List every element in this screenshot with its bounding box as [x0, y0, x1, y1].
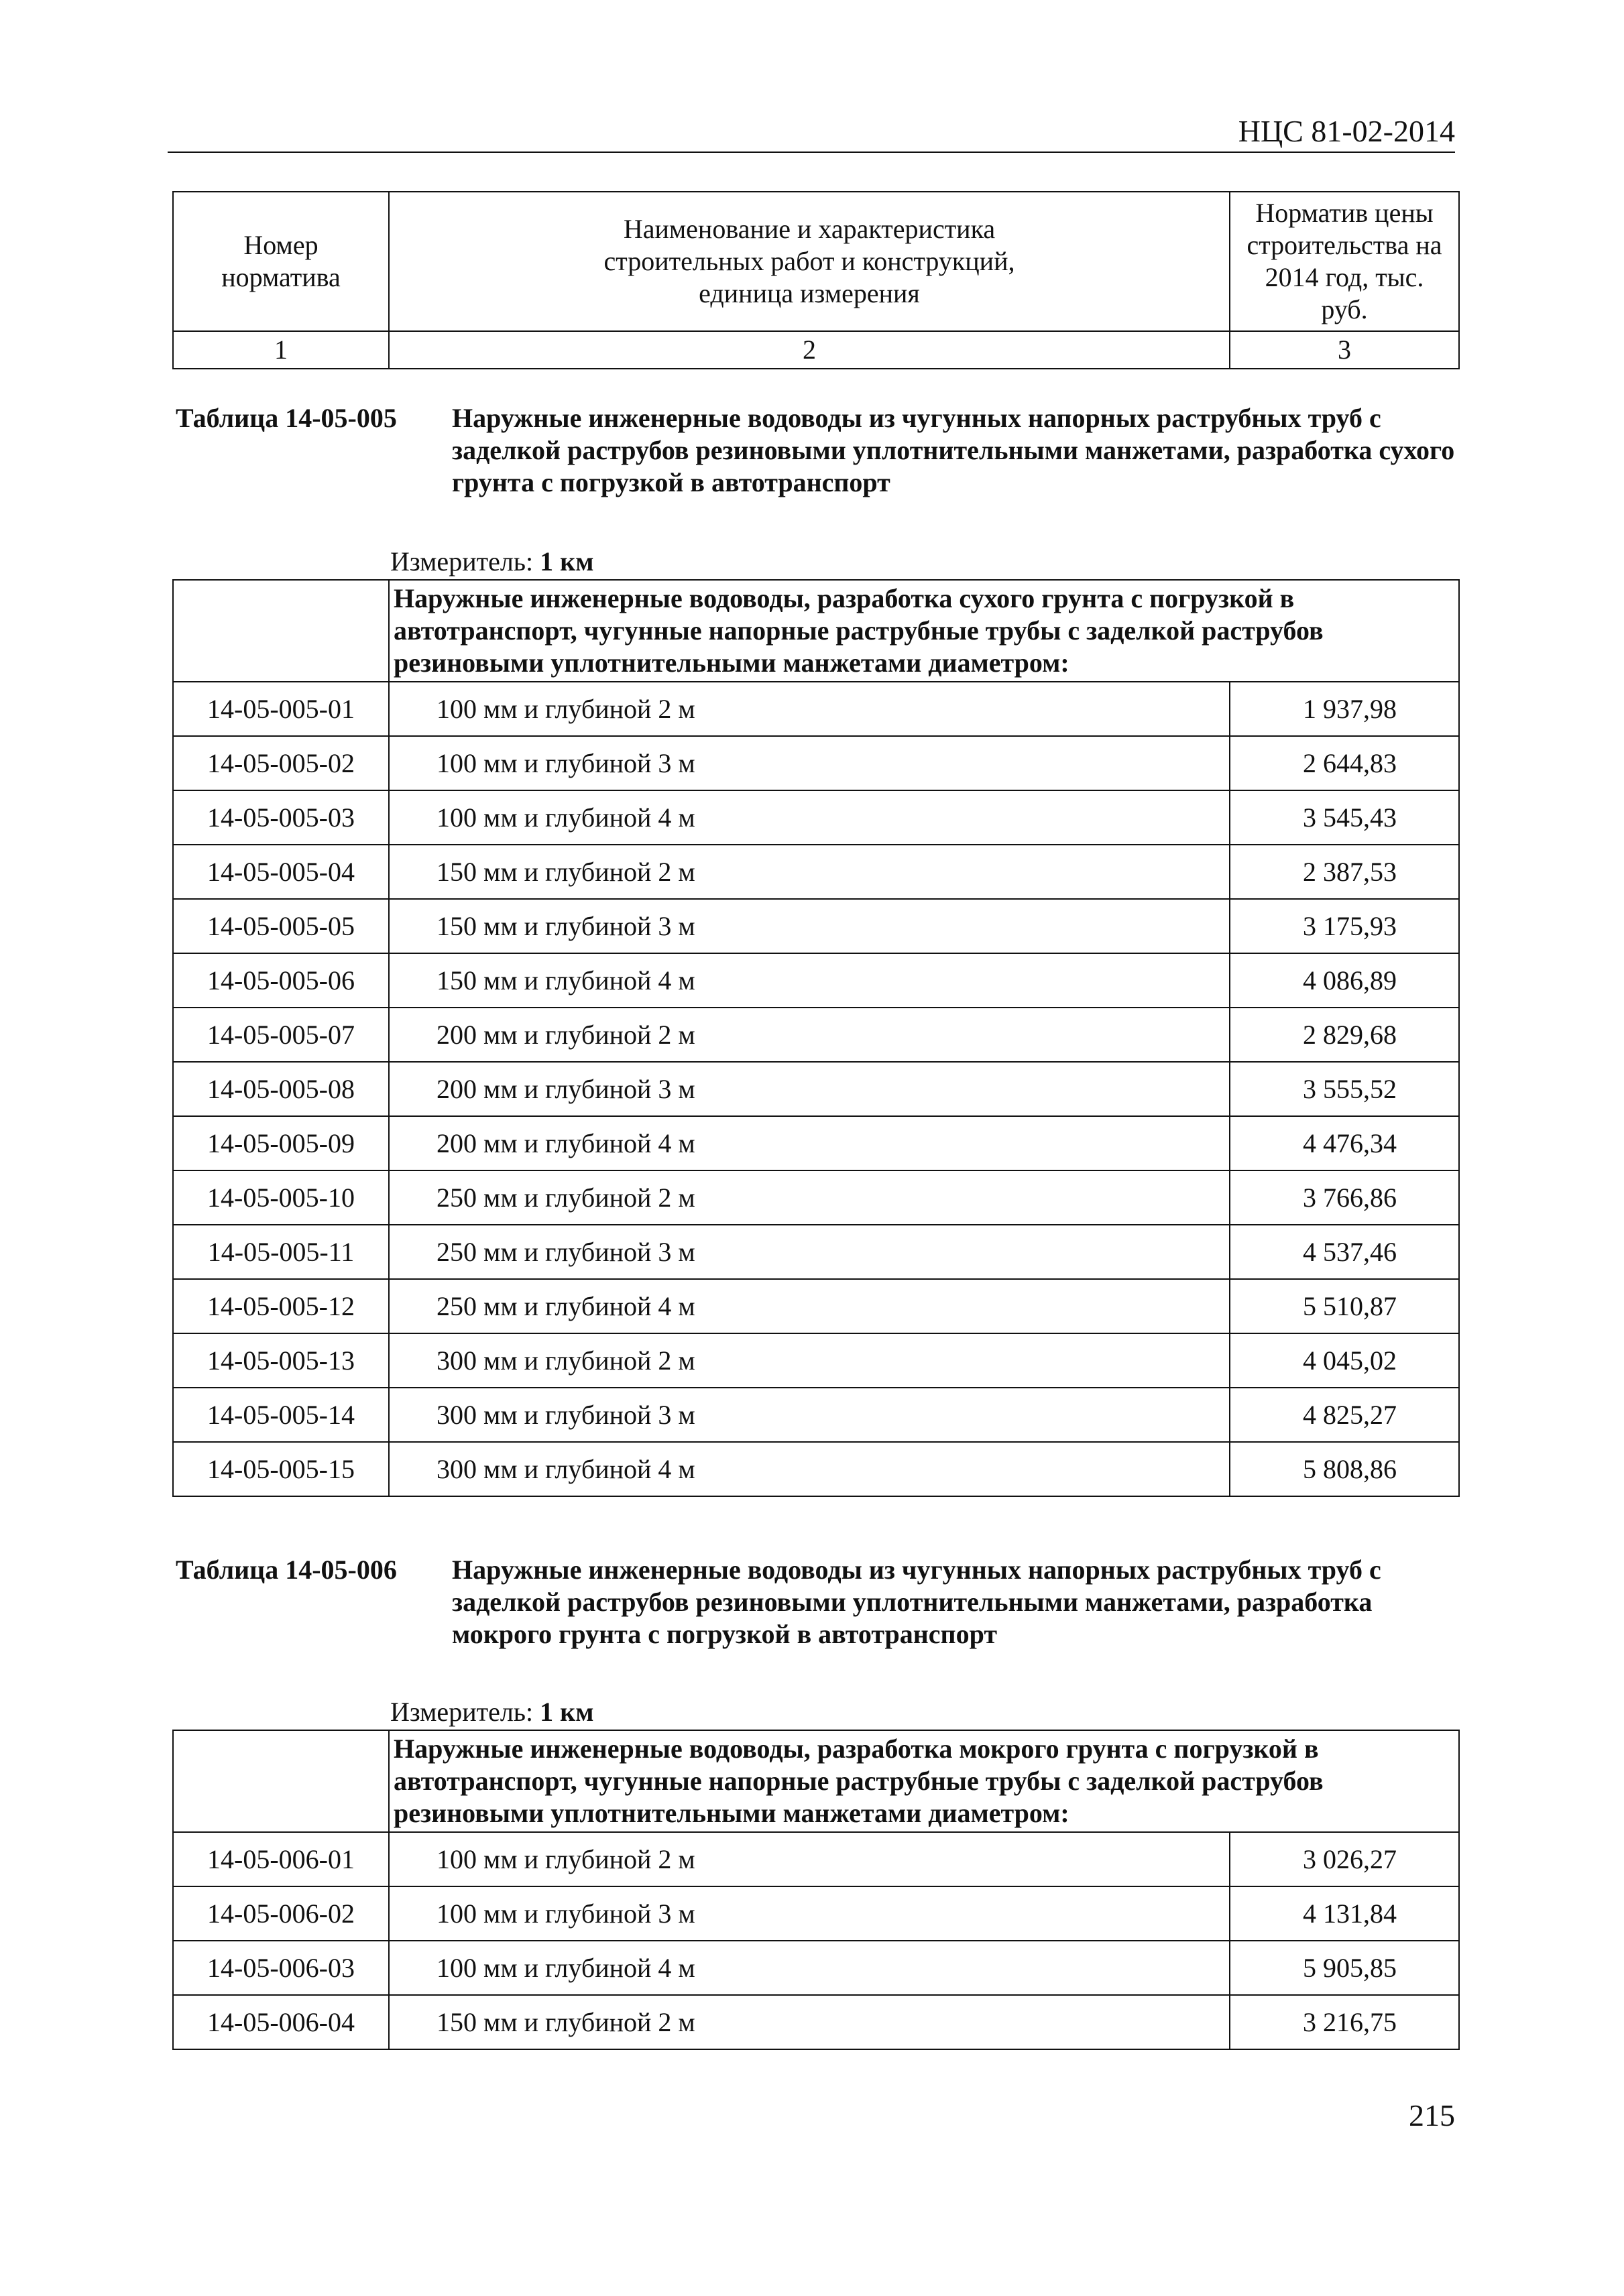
- work-name-cell: 100 мм и глубиной 2 м: [389, 682, 1230, 736]
- work-name-cell: 200 мм и глубиной 3 м: [389, 1062, 1230, 1116]
- price-cell: 5 510,87: [1230, 1279, 1459, 1333]
- price-cell: 3 216,75: [1230, 1995, 1459, 2049]
- work-name-cell: 300 мм и глубиной 3 м: [389, 1388, 1230, 1442]
- column-header-table: [172, 191, 1460, 369]
- table-row: [173, 1116, 1459, 1170]
- norm-code-cell: 14-05-006-01: [173, 1832, 389, 1886]
- group-empty-cell: [173, 1730, 389, 1832]
- running-header: НЦС 81-02-2014: [168, 113, 1455, 153]
- col-header-price: Норматив цены строительства на 2014 год, тыс. руб.: [1230, 192, 1459, 331]
- group-row: [173, 1730, 1459, 1832]
- work-name-cell: 250 мм и глубиной 3 м: [389, 1225, 1230, 1279]
- col-number-3: 3: [1230, 331, 1459, 369]
- group-description: Наружные инженерные водоводы, разработка мокрого грунта с погрузкой в автотранспорт, чугунные напорные раструбные трубы с заделкой раструбов резиновыми уплотнительными манжетами диаметром:: [389, 1730, 1459, 1832]
- table-label: Таблица 14-05-005: [176, 403, 397, 433]
- table-row: [173, 1062, 1459, 1116]
- table-row: [173, 1279, 1459, 1333]
- table-row: [173, 953, 1459, 1008]
- table-row: [173, 1886, 1459, 1941]
- price-cell: 3 545,43: [1230, 790, 1459, 845]
- norm-code-cell: 14-05-005-03: [173, 790, 389, 845]
- norm-code-cell: 14-05-005-07: [173, 1008, 389, 1062]
- norm-code-cell: 14-05-006-02: [173, 1886, 389, 1941]
- work-name-cell: 100 мм и глубиной 4 м: [389, 790, 1230, 845]
- unit-label: Измеритель:: [390, 1697, 534, 1727]
- col-number-2: 2: [389, 331, 1230, 369]
- unit-label: Измеритель:: [390, 546, 534, 577]
- table-row: [173, 790, 1459, 845]
- table-row: [173, 1442, 1459, 1496]
- table-row: [173, 845, 1459, 899]
- price-cell: 2 829,68: [1230, 1008, 1459, 1062]
- price-cell: 4 131,84: [1230, 1886, 1459, 1941]
- work-name-cell: 100 мм и глубиной 3 м: [389, 1886, 1230, 1941]
- norm-code-cell: 14-05-005-08: [173, 1062, 389, 1116]
- price-cell: 4 086,89: [1230, 953, 1459, 1008]
- table-caption: Наружные инженерные водоводы из чугунных напорных раструбных труб с заделкой раструбов резиновыми уплотнительными манжетами, разработка сухого грунта с погрузкой в автотранспорт: [452, 403, 1455, 497]
- work-name-cell: 150 мм и глубиной 3 м: [389, 899, 1230, 953]
- col-number-1: 1: [173, 331, 389, 369]
- price-cell: 4 045,02: [1230, 1333, 1459, 1388]
- table-row: [173, 1995, 1459, 2049]
- table-row: [173, 736, 1459, 790]
- price-cell: 5 905,85: [1230, 1941, 1459, 1995]
- table-label: Таблица 14-05-006: [176, 1555, 397, 1585]
- table-row: [173, 1008, 1459, 1062]
- norm-code-cell: 14-05-005-06: [173, 953, 389, 1008]
- norm-code-cell: 14-05-005-09: [173, 1116, 389, 1170]
- unit-line-006: [390, 1696, 593, 1728]
- group-row: [173, 580, 1459, 682]
- work-name-cell: 250 мм и глубиной 2 м: [389, 1170, 1230, 1225]
- norm-code-cell: 14-05-005-13: [173, 1333, 389, 1388]
- table-row: [173, 682, 1459, 736]
- norm-code-cell: 14-05-005-01: [173, 682, 389, 736]
- price-cell: 4 825,27: [1230, 1388, 1459, 1442]
- unit-line-005: [390, 546, 593, 578]
- group-empty-cell: [173, 580, 389, 682]
- work-name-cell: 300 мм и глубиной 4 м: [389, 1442, 1230, 1496]
- table-row: [173, 1225, 1459, 1279]
- work-name-cell: 300 мм и глубиной 2 м: [389, 1333, 1230, 1388]
- column-header-row: [173, 192, 1459, 331]
- norm-code-cell: 14-05-005-04: [173, 845, 389, 899]
- work-name-cell: 250 мм и глубиной 4 м: [389, 1279, 1230, 1333]
- table-row: [173, 899, 1459, 953]
- work-name-cell: 100 мм и глубиной 4 м: [389, 1941, 1230, 1995]
- norm-code-cell: 14-05-006-04: [173, 1995, 389, 2049]
- norm-code-cell: 14-05-006-03: [173, 1941, 389, 1995]
- page-number: 215: [1409, 2098, 1455, 2132]
- work-name-cell: 150 мм и глубиной 2 м: [389, 845, 1230, 899]
- price-cell: 3 026,27: [1230, 1832, 1459, 1886]
- price-table-006: [172, 1730, 1460, 2050]
- table-row: [173, 1832, 1459, 1886]
- work-name-cell: 100 мм и глубиной 2 м: [389, 1832, 1230, 1886]
- price-cell: 2 644,83: [1230, 736, 1459, 790]
- table-row: [173, 1941, 1459, 1995]
- work-name-cell: 200 мм и глубиной 2 м: [389, 1008, 1230, 1062]
- table-caption: Наружные инженерные водоводы из чугунных напорных раструбных труб с заделкой раструбов резиновыми уплотнительными манжетами, разработка мокрого грунта с погрузкой в автотранспорт: [452, 1555, 1381, 1649]
- norm-code-cell: 14-05-005-05: [173, 899, 389, 953]
- price-cell: 3 175,93: [1230, 899, 1459, 953]
- table-row: [173, 1333, 1459, 1388]
- table-row: [173, 1170, 1459, 1225]
- price-cell: 1 937,98: [1230, 682, 1459, 736]
- price-cell: 3 766,86: [1230, 1170, 1459, 1225]
- norm-code-cell: 14-05-005-14: [173, 1388, 389, 1442]
- col-header-name: Наименование и характеристика строительных работ и конструкций, единица измерения: [389, 192, 1230, 331]
- norm-code-cell: 14-05-005-10: [173, 1170, 389, 1225]
- col-header-code: Номер норматива: [173, 192, 389, 331]
- price-cell: 4 537,46: [1230, 1225, 1459, 1279]
- unit-value: 1 км: [540, 1697, 594, 1727]
- norm-code-cell: 14-05-005-11: [173, 1225, 389, 1279]
- price-cell: 2 387,53: [1230, 845, 1459, 899]
- unit-value: 1 км: [540, 546, 594, 577]
- norm-code-cell: 14-05-005-15: [173, 1442, 389, 1496]
- work-name-cell: 200 мм и глубиной 4 м: [389, 1116, 1230, 1170]
- norm-code-cell: 14-05-005-02: [173, 736, 389, 790]
- price-cell: 5 808,86: [1230, 1442, 1459, 1496]
- group-description: Наружные инженерные водоводы, разработка сухого грунта с погрузкой в автотранспорт, чугунные напорные раструбные трубы с заделкой раструбов резиновыми уплотнительными манжетами диаметром:: [389, 580, 1459, 682]
- work-name-cell: 150 мм и глубиной 4 м: [389, 953, 1230, 1008]
- work-name-cell: 150 мм и глубиной 2 м: [389, 1995, 1230, 2049]
- table-row: [173, 1388, 1459, 1442]
- norm-code-cell: 14-05-005-12: [173, 1279, 389, 1333]
- price-table-005: [172, 579, 1460, 1497]
- work-name-cell: 100 мм и глубиной 3 м: [389, 736, 1230, 790]
- price-cell: 3 555,52: [1230, 1062, 1459, 1116]
- column-number-row: [173, 331, 1459, 369]
- price-cell: 4 476,34: [1230, 1116, 1459, 1170]
